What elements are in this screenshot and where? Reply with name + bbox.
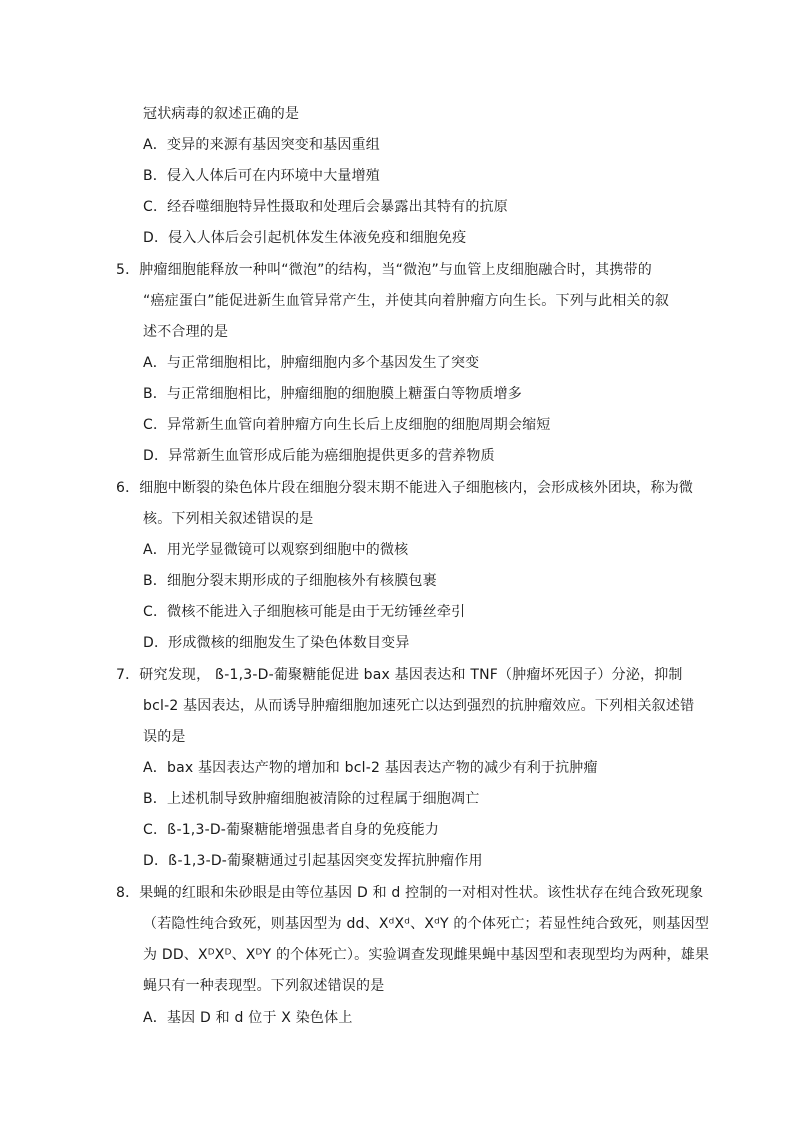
q5-option-c: C．异常新生血管向着肿瘤方向生长后上皮细胞的细胞周期会缩短 — [143, 417, 551, 433]
question-5-stem-line3: 述不合理的是 — [143, 324, 229, 340]
question-7-stem: 7．研究发现， ß-1,3-D-葡聚糖能促进 bax 基因表达和 TNF（肿瘤坏死因子）分泌，抑制 — [116, 667, 683, 683]
q4-option-c: C．经吞噬细胞特异性摄取和处理后会暴露出其特有的抗原 — [143, 199, 508, 215]
q6-option-c: C．微核不能进入子细胞核可能是由于无纺锤丝牵引 — [143, 604, 466, 620]
question-5-stem: 5．肿瘤细胞能释放一种叫“微泡”的结构，当“微泡”与血管上皮细胞融合时，其携带的 — [116, 262, 652, 278]
q4-option-b: B．侵入人体后可在内环境中大量增殖 — [143, 168, 381, 184]
q7-option-c: C．ß-1,3-D-葡聚糖能增强患者自身的免疫能力 — [143, 822, 440, 838]
q4-option-a: A．变异的来源有基因突变和基因重组 — [143, 137, 380, 153]
q6-option-d: D．形成微核的细胞发生了染色体数目变异 — [143, 635, 410, 651]
question-8-stem-line2: （若隐性纯合致死，则基因型为 dd、XᵈXᵈ、XᵈY 的个体死亡；若显性纯合致死，则基因型 — [143, 916, 710, 932]
q7-option-d: D．ß-1,3-D-葡聚糖通过引起基因突变发挥抗肿瘤作用 — [143, 853, 483, 869]
question-4-stem-end: 冠状病毒的叙述正确的是 — [143, 106, 300, 122]
question-7-stem-line2: bcl-2 基因表达，从而诱导肿瘤细胞加速死亡以达到强烈的抗肿瘤效应。下列相关叙述错 — [143, 698, 695, 714]
question-8-stem-line3: 为 DD、XᴰXᴰ、XᴰY 的个体死亡）。实验调查发现雌果蝇中基因型和表现型均为两种，雄果 — [143, 947, 710, 963]
question-6-stem: 6．细胞中断裂的染色体片段在细胞分裂末期不能进入子细胞核内，会形成核外团块，称为微 — [116, 480, 694, 496]
question-8-stem-line4: 蝇只有一种表现型。下列叙述错误的是 — [143, 978, 385, 994]
q8-option-a: A．基因 D 和 d 位于 X 染色体上 — [143, 1010, 353, 1026]
q5-option-b: B．与正常细胞相比，肿瘤细胞的细胞膜上糖蛋白等物质增多 — [143, 386, 523, 402]
q6-option-a: A．用光学显微镜可以观察到细胞中的微核 — [143, 542, 409, 558]
question-5-stem-line2: “癌症蛋白”能促进新生血管异常产生，并使其向着肿瘤方向生长。下列与此相关的叙 — [143, 293, 670, 309]
question-8-stem: 8．果蝇的红眼和朱砂眼是由等位基因 D 和 d 控制的一对相对性状。该性状存在纯合致死现象 — [116, 885, 704, 901]
q6-option-b: B．细胞分裂末期形成的子细胞核外有核膜包裹 — [143, 573, 437, 589]
question-7-stem-line3: 误的是 — [143, 729, 186, 745]
q5-option-a: A．与正常细胞相比，肿瘤细胞内多个基因发生了突变 — [143, 355, 480, 371]
q5-option-d: D．异常新生血管形成后能为癌细胞提供更多的营养物质 — [143, 448, 495, 464]
question-6-stem-line2: 核。下列相关叙述错误的是 — [143, 511, 314, 527]
q4-option-d: D．侵入人体后会引起机体发生体液免疫和细胞免疫 — [143, 230, 467, 246]
q7-option-b: B．上述机制导致肿瘤细胞被清除的过程属于细胞凋亡 — [143, 791, 480, 807]
q7-option-a: A．bax 基因表达产物的增加和 bcl-2 基因表达产物的减少有利于抗肿瘤 — [143, 760, 598, 776]
